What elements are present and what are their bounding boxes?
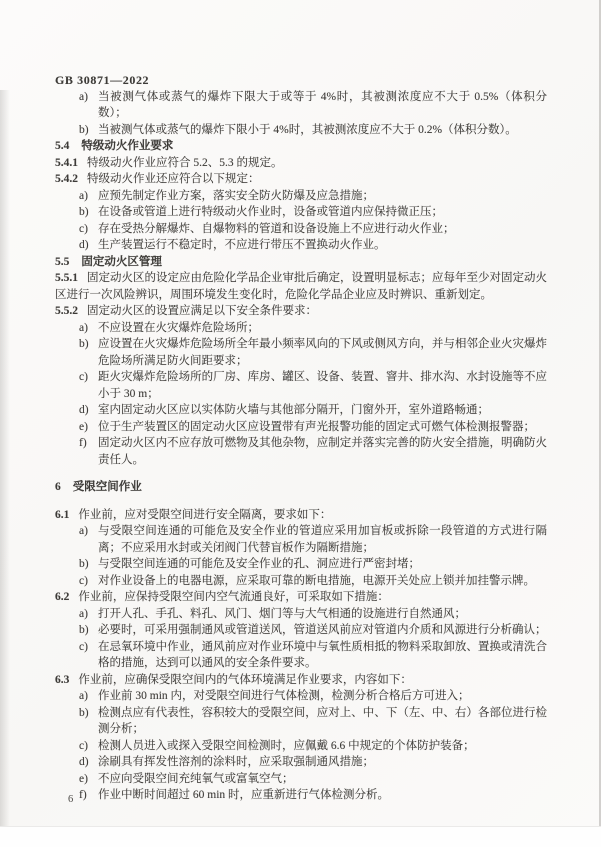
list-item-text: 应预先制定作业方案，落实安全防火防爆及应急措施； [98,189,374,202]
list-item [55,606,547,623]
clause-5-4-1 [55,155,547,172]
list-item [55,122,547,139]
chapter-number: 6 [55,481,61,493]
list-item-label: d) [79,404,89,416]
clause-text: 特级动火作业还应符合以下规定： [87,173,260,185]
section-heading-5-5 [55,254,547,271]
clause-text: 固定动火区的设定应由危险化学品企业审批后确定，设置明显标志；应每年至少对固定动火区进行一次风险辨识，周围环境发生变化时，危险化学品企业应及时辨识、重新划定。 [55,272,547,301]
list-item [55,754,547,771]
chapter-title: 受限空间作业 [72,481,142,493]
list-item-label: b) [79,706,89,719]
list-item-label: b) [79,206,89,218]
list-item [55,204,547,221]
list-item [55,787,547,804]
list-item-text: 不应向受限空间充纯氧气或富氧空气； [98,772,294,785]
list-item [55,622,547,639]
list-item [55,89,547,122]
list-item-label: b) [79,123,89,136]
list-item [55,705,547,738]
list-item [55,738,547,755]
clause-number: 6.1 [55,508,70,521]
list-item-label: a) [79,525,88,537]
list-item [55,771,547,788]
clause-6-2 [55,589,547,606]
list-item-label: b) [79,338,89,350]
list-item [55,419,547,436]
list-item-text: 当被测气体或蒸气的爆炸下限小于 4%时，其被测浓度应不大于 0.2%（体积分数）。 [98,123,517,136]
list-item-label: a) [79,189,88,202]
list-item-text: 涂刷具有挥发性溶剂的涂料时，应采取强制通风措施； [98,756,374,768]
list-item [55,523,547,556]
section-title: 固定动火区管理 [81,255,162,268]
clause-text: 作业前，应保持受限空间内空气流通良好，可采取如下措施： [78,591,389,603]
section-number: 5.5 [55,255,70,268]
list-item-label: f) [79,789,87,801]
list-item [55,237,547,254]
clause-6-1 [55,507,547,524]
clause-text: 特级动火作业应符合 5.2、5.3 的规定。 [87,156,283,169]
list-item-text: 检测人员进入或探入受限空间检测时，应佩戴 6.6 中规定的个体防护装备； [98,739,475,752]
list-item-label: e) [79,420,88,433]
list-item-text: 存在受热分解爆炸、自爆物料的管道和设备设施上不应进行动火作业； [98,222,455,235]
list-item [55,573,547,590]
clause-number: 5.5.1 [55,272,78,284]
clause-text: 固定动火区的设置应满足以下安全条件要求： [87,305,317,317]
clause-text: 作业前，应确保受限空间内的气体环境满足作业要求，内容如下： [78,673,412,686]
list-item-label: a) [79,607,88,620]
list-item [55,402,547,419]
list-item-label: d) [79,756,89,768]
clause-6-3 [55,672,547,689]
list-item [55,221,547,238]
list-item-text: 对作业设备上的电器电源，应采取可靠的断电措施，电源开关处应上锁并加挂警示牌。 [98,574,535,587]
clause-number: 5.4.1 [55,156,78,169]
list-item-text: 室内固定动火区应以实体防火墙与其他部分隔开，门窗外开，室外道路畅通； [98,404,489,416]
standard-code-header: GB 30871—2022 [55,73,150,87]
list-item-text: 当被测气体或蒸气的爆炸下限大于或等于 4%时，其被测浓度应不大于 0.5%（体积分数）； [98,90,547,119]
clause-number: 5.4.2 [55,173,78,185]
list-item-label: d) [79,239,89,251]
list-item-label: c) [79,222,88,235]
list-item-label: c) [79,739,88,752]
list-item-label: b) [79,558,89,570]
list-item [55,639,547,672]
list-item-text: 打开人孔、手孔、料孔、风门、烟门等与大气相通的设施进行自然通风； [98,607,466,620]
list-item-text: 固定动火区内不应存放可燃物及其他杂物，应制定并落实完善的防火安全措施，明确防火责任人。 [98,437,547,466]
list-item-text: 距火灾爆炸危险场所的厂房、库房、罐区、设备、装置、窨井、排水沟、水封设施等不应小于 30 m； [98,371,547,400]
clause-number: 6.3 [55,673,70,686]
chapter-heading-6 [55,479,547,496]
clause-5-4-2 [55,171,547,188]
list-item [55,556,547,573]
clause-number: 5.5.2 [55,305,78,317]
clause-text: 作业前，应对受限空间进行安全隔离，要求如下： [78,508,332,521]
list-item-text: 位于生产装置区的固定动火区应设置带有声光报警功能的固定式可燃气体检测报警器； [98,420,535,433]
list-item [55,688,547,705]
list-item-text: 检测点应有代表性，容积较大的受限空间，应对上、中、下（左、中、右）各部位进行检测分析； [98,706,547,735]
page-content [55,72,547,804]
list-item [55,336,547,369]
list-item-label: b) [79,624,89,636]
list-item-text: 在设备或管道上进行特级动火作业时，设备或管道内应保持微正压； [98,206,443,218]
scan-edge-left-shadow [0,90,10,830]
list-item-text: 作业中断时间超过 60 min 时，应重新进行气体检测分析。 [98,789,390,801]
list-item-label: c) [79,640,88,653]
list-item-label: f) [79,437,87,449]
list-item-text: 必要时，可采用强制通风或管道送风，管道送风前应对管道内介质和风源进行分析确认； [98,624,547,636]
list-item-text: 在忌氧环境中作业，通风前应对作业环境中与氧性质相抵的物料采取卸放、置换或清洗合格的措施，达到可以通风的安全条件要求。 [98,640,547,669]
list-item-text: 生产装置运行不稳定时，不应进行带压不置换动火作业。 [98,239,386,251]
page-number: 6 [68,794,74,805]
list-item-text: 与受限空间连通的可能危及安全作业的孔、洞应进行严密封堵； [98,558,420,570]
list-item-text: 不应设置在火灾爆炸危险场所； [98,321,259,334]
section-heading-5-4 [55,138,547,155]
list-item-label: a) [79,321,88,334]
scan-bottom-band [0,826,601,847]
section-number: 5.4 [55,140,70,152]
list-item-text: 与受限空间连通的可能危及安全作业的管道应采用加盲板或拆除一段管道的方式进行隔离；不应采用水封或关闭阀门代替盲板作为隔断措施； [98,525,547,554]
clause-number: 6.2 [55,591,70,603]
section-title: 特级动火作业要求 [81,140,174,152]
list-item-label: c) [79,371,88,383]
list-item-label: c) [79,574,88,587]
list-item [55,369,547,402]
list-item [55,435,547,468]
list-item-label: a) [79,690,88,702]
clause-5-5-2 [55,303,547,320]
list-item [55,320,547,337]
list-item-label: a) [79,90,88,103]
list-item [55,188,547,205]
list-item-label: e) [79,772,88,785]
clause-5-5-1 [55,270,547,303]
list-item-text: 应设置在火灾爆炸危险场所全年最小频率风向的下风或侧风方向，并与相邻企业火灾爆炸危险场所满足防火间距要求； [98,338,547,367]
list-item-text: 作业前 30 min 内，对受限空间进行气体检测，检测分析合格后方可进入； [98,690,470,702]
